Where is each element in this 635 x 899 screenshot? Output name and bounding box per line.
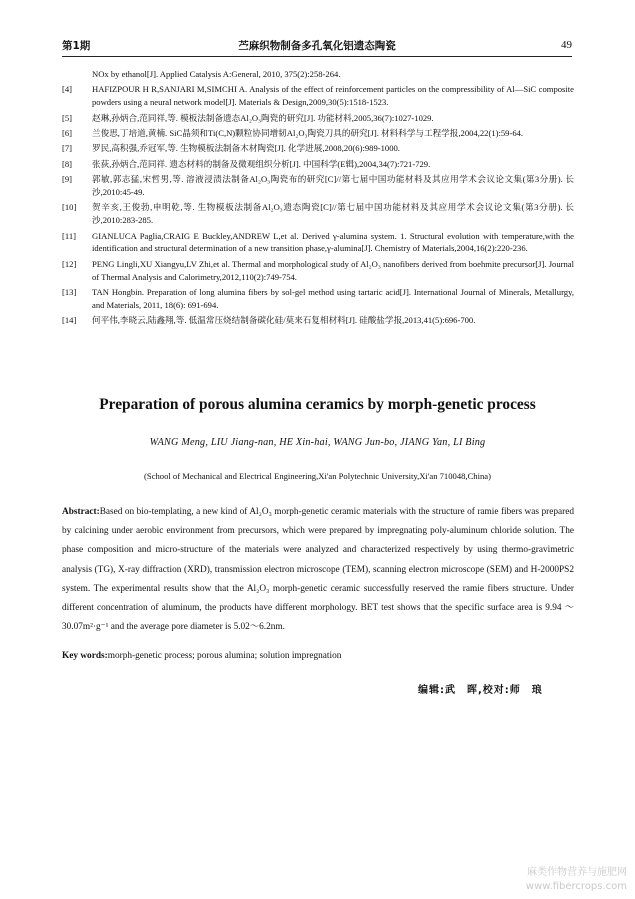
reference-text: PENG Lingli,XU Xiangyu,LV Zhi,et al. Thermal and morphological study of Al₂O₃ nanofibers derived from boehmite precursor[J]. Journal of Thermal Analysis and Calorimetry,2012,110(2):749-754. [92, 258, 574, 282]
reference-list [62, 68, 574, 335]
reference-number: [14] [62, 315, 77, 326]
header-rule [62, 56, 572, 57]
reference-item [62, 83, 574, 109]
abstract-text: Based on bio-templating, a new kind of Al₂O₃ morph-genetic ceramic materials with the structure of ramie fibers was prepared by calcining under aerobic environment from precursors, which were prepared by impregnating poly-aluminum chloride solution. The phase composition and micro-structure of the materials were analyzed and characterized respectively by using thermo-gravimetric analysis (TG), X-ray diffraction (XRD), transmission electron microscope (TEM), scanning electron microscope (SEM) and H-2000PS2 system. The experimental results show that the Al₂O₃ morph-genetic ceramic successfully reserved the ramie fibers structure. Under different concentration of aluminum, the products have different morphology. BET test shows that the specific surface area is 9.94 ～ 30.07m²·g⁻¹ and the average pore diameter is 5.02～6.2nm. [62, 507, 574, 633]
reference-item [62, 314, 574, 327]
reference-text: 贺辛亥,王俊勃,申明乾,等. 生物模板法制备Al₂O₃遗态陶瓷[C]//第七届中国功能材料及其应用学术会议论文集(第3分册). 长沙,2010:283-285. [92, 202, 574, 226]
abstract [62, 503, 574, 637]
reference-number: [9] [62, 174, 73, 185]
running-title: 苎麻织物制备多孔氧化铝遗态陶瓷 [238, 40, 396, 52]
reference-item [62, 158, 574, 171]
reference-text: 何平伟,李晓云,陆鑫翔,等. 低温常压烧结制备碳化硅/莫来石复相材料[J]. 硅酸盐学报,2013,41(5):696-700. [92, 315, 476, 326]
editor-credits: 编辑:武 晖,校对:师 琅 [418, 685, 543, 696]
keywords [62, 651, 574, 661]
abstract-label: Abstract: [62, 507, 100, 517]
watermark-url: www.fibercrops.com [525, 881, 627, 892]
reference-number: [10] [62, 202, 77, 213]
reference-text: NOx by ethanol[J]. Applied Catalysis A:General, 2010, 375(2):258-264. [92, 69, 341, 79]
reference-text: 张荻,孙炳合,范同祥. 遗态材料的制备及微观组织分析[J]. 中国科学(E辑),2004,34(7):721-729. [92, 158, 431, 169]
reference-item [62, 142, 574, 155]
reference-item [62, 201, 574, 227]
page-number: 49 [561, 39, 572, 51]
reference-number: [6] [62, 127, 73, 138]
reference-text: 赵琳,孙炳合,范同祥,等. 模板法制备遗态Al₂O₃陶瓷的研究[J]. 功能材料,2005,36(7):1027-1029. [92, 112, 434, 123]
reference-text: 兰俊思,丁培道,黄楠. SiC晶须和Ti(C,N)颗粒协同增韧Al₂O₃陶瓷刀具的研究[J]. 材料科学与工程学报,2004,22(1):59-64. [92, 127, 524, 138]
watermark-name: 麻类作物营养与施肥网 [527, 867, 627, 878]
reference-text: TAN Hongbin. Preparation of long alumina fibers by sol-gel method using tartaric acid[J]. International Journal of Minerals, Metallurgy, and Materials, 2011, 18(6): 691-694. [92, 286, 574, 310]
reference-item [62, 173, 574, 199]
reference-text: 罗民,高积强,乔冠军,等. 生物模板法制备木材陶瓷[J]. 化学进展,2008,20(6):989-1000. [92, 143, 400, 154]
reference-item [62, 230, 574, 256]
reference-number [62, 68, 92, 81]
reference-item [62, 112, 574, 125]
issue-label: 第1期 [62, 40, 91, 52]
reference-number: [5] [62, 112, 73, 123]
reference-item [62, 258, 574, 284]
affiliation: (School of Mechanical and Electrical Engineering,Xi'an Polytechnic University,Xi'an 710048,China) [144, 471, 491, 481]
reference-item [62, 286, 574, 312]
reference-text: GIANLUCA Paglia,CRAIG E Buckley,ANDREW L,et al. Derived γ-alumina system. 1. Structural evolution with temperature,with the identification and structural determination of a new transition phase,γ-alumina[J]. Chemistry of Materials,2004,16(2):220-236. [92, 230, 574, 254]
reference-number: [8] [62, 158, 73, 169]
page-header [62, 38, 572, 54]
reference-item [62, 68, 574, 81]
reference-text: 郭敏,郭志猛,宋哲男,等. 溶液浸渍法制备Al₂O₃陶瓷布的研究[C]//第七届中国功能材料及其应用学术会议论文集(第3分册). 长沙,2010:45-49. [92, 174, 574, 197]
reference-item [62, 127, 574, 140]
keywords-label: Key words: [62, 651, 108, 661]
reference-number: [7] [62, 143, 73, 154]
reference-number: [12] [62, 258, 77, 269]
reference-text: HAFIZPOUR H R,SANJARI M,SIMCHI A. Analysis of the effect of reinforcement particles on the compressibility of Al—SiC composite powders using a neural network model[J]. Materials & Design,2009,30(5):1518-1523. [92, 84, 574, 108]
author-list: WANG Meng, LIU Jiang-nan, HE Xin-hai, WANG Jun-bo, JIANG Yan, LI Bing [149, 437, 486, 448]
watermark [526, 866, 627, 894]
reference-number: [4] [62, 84, 73, 95]
reference-number: [11] [62, 230, 76, 241]
reference-number: [13] [62, 286, 77, 297]
keywords-text: morph-genetic process; porous alumina; solution impregnation [107, 651, 342, 661]
article-title: Preparation of porous alumina ceramics by morph-genetic process [99, 396, 536, 413]
